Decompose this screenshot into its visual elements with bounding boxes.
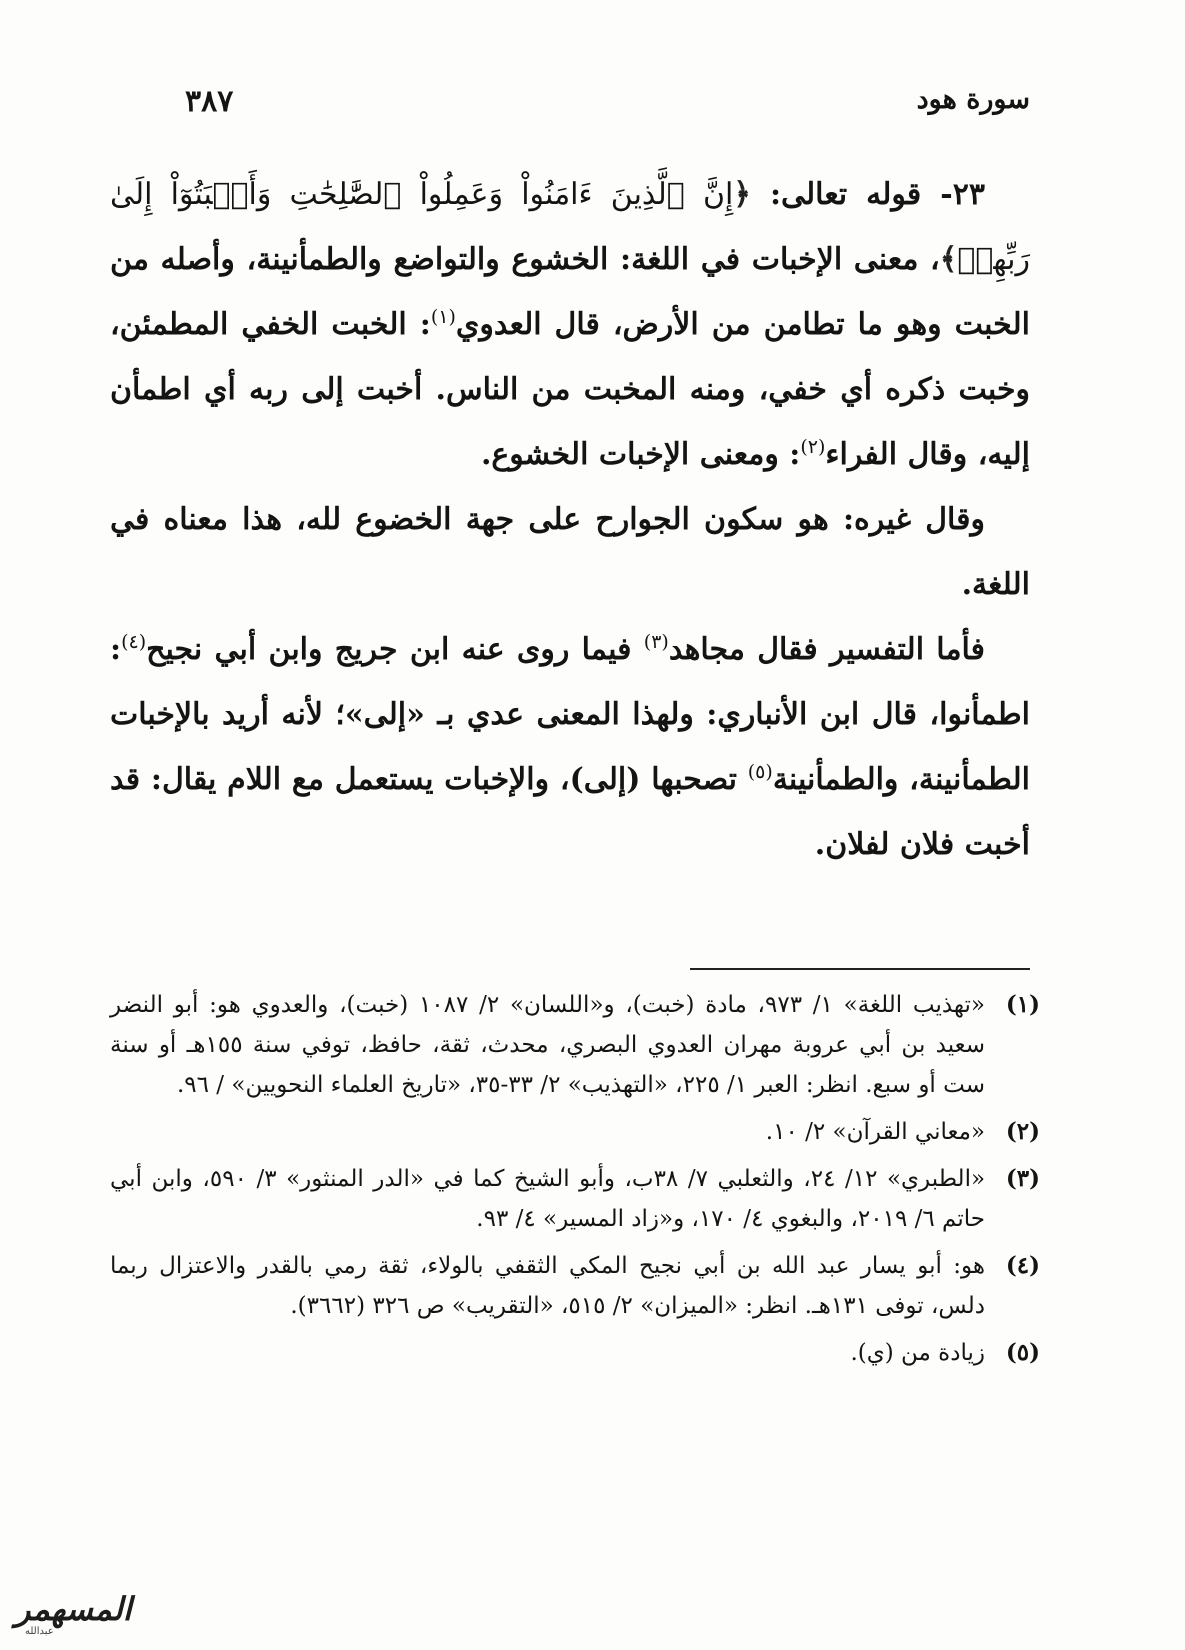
footnote-ref-1[interactable]: (١) (430, 306, 456, 328)
logo-text: المسهمر (15, 1590, 132, 1628)
paragraph-2: وقال غيره: هو سكون الجوارح على جهة الخضوع لله، هذا معناه في اللغة. (110, 502, 1030, 602)
text-segment: فيما روى عنه ابن جريج وابن أبي نجيح (146, 632, 644, 667)
text-segment: : الخبت الخفي المطمئن، وخبت ذكره أي خفي، ومنه المخبت من الناس. أخبت إلى ربه أي اطمأن إليه، وقال الفراء (110, 307, 1030, 472)
text-segment: : ومعنى الإخبات الخشوع. (480, 437, 801, 472)
text-segment: : اطمأنوا، قال ابن الأنباري: ولهذا المعنى عدي بـ «إلى»؛ لأنه أريد بالإخبات الطمأنينة، والطمأنينة (110, 632, 1030, 797)
page-header (185, 84, 1030, 134)
footnote-text: «الطبري» ١٢/ ٢٤، والثعلبي ٧/ ٣٨ب، وأبو الشيخ كما في «الدر المنثور» ٣/ ٥٩٠، وابن أبي حاتم ٦/ ٢٠١٩، والبغوي ٤/ ١٧٠، و«زاد المسير» ٤/ ٩٣. (110, 1166, 986, 1232)
text-segment: تصحبها (إلى)، والإخبات يستعمل مع اللام يقال: قد أخبت فلان لفلان. (110, 762, 1030, 862)
publisher-logo (15, 1590, 130, 1640)
logo-subtext: عبدالله (25, 1626, 54, 1637)
footnote-number: (٥) (1005, 1339, 1040, 1366)
text-segment: فأما التفسير فقال مجاهد (668, 632, 985, 667)
paragraph-1 (110, 162, 1030, 487)
page-number: ٣٨٧ (185, 84, 234, 119)
quran-verse: إِنَّ ٱلَّذِينَ ءَامَنُواْ وَعَمِلُواْ ٱلصَّٰلِحَٰتِ وَأَخۡبَتُوٓاْ إِلَىٰ رَبِّهِمۡ (110, 177, 1030, 277)
verse-number: ٢٣- (940, 177, 985, 212)
footnote-1 (110, 985, 1040, 1105)
main-text (110, 162, 1030, 877)
footnote-ref-4[interactable]: (٤) (121, 631, 147, 653)
footnote-text: هو: أبو يسار عبد الله بن أبي نجيح المكي الثقفي بالولاء، ثقة رمي بالقدر والاعتزال ربما دلس، توفى ١٣١هـ. انظر: «الميزان» ٢/ ٥١٥، «التقريب» ص ٣٢٦ (٣٦٦٢). (110, 1253, 985, 1319)
verse-intro: قوله تعالى: (769, 177, 922, 212)
footnote-text: زيادة من (ي). (850, 1340, 985, 1366)
footnote-ref-2[interactable]: (٢) (800, 436, 826, 458)
footnote-number: (١) (1005, 991, 1040, 1018)
text-segment: ، معنى الإخبات في اللغة: الخشوع والتواضع والطمأنينة، وأصله من الخبت وهو ما تطامن من الأرض، قال العدوي (110, 242, 1031, 342)
paragraph-3 (110, 617, 1030, 877)
surah-title: سورة هود (916, 84, 1030, 115)
footnote-ref-3[interactable]: (٣) (643, 631, 669, 653)
footnote-text: «تهذيب اللغة» ١/ ٩٧٣، مادة (خبت)، و«اللسان» ٢/ ١٠٨٧ (خبت)، والعدوي هو: أبو النضر سعيد بن أبي عروبة مهران العدوي البصري، محدث، ثقة، حافظ، توفي سنة ١٥٥هـ أو سنة ست أو سبع. انظر: العبر ١/ ٢٢٥، «التهذيب» ٢/ ٣٣-٣٥، «تاريخ العلماء النحويين» / ٩٦. (110, 992, 986, 1098)
footnote-ref-5[interactable]: (٥) (747, 761, 773, 783)
footnote-4 (110, 1246, 1040, 1326)
footnote-number: (٣) (1005, 1165, 1040, 1192)
footnote-3 (110, 1159, 1040, 1239)
footnote-5 (110, 1333, 1040, 1373)
footnote-number: (٢) (1005, 1118, 1040, 1145)
quran-close-bracket: ﴾ (939, 242, 958, 277)
footnote-number: (٤) (1005, 1252, 1040, 1279)
quran-open-bracket: ﴿ (733, 177, 751, 212)
footnote-divider (690, 968, 1030, 970)
footnote-2 (110, 1112, 1040, 1152)
footnote-text: «معاني القرآن» ٢/ ١٠. (765, 1119, 985, 1145)
footnotes (110, 985, 1040, 1380)
